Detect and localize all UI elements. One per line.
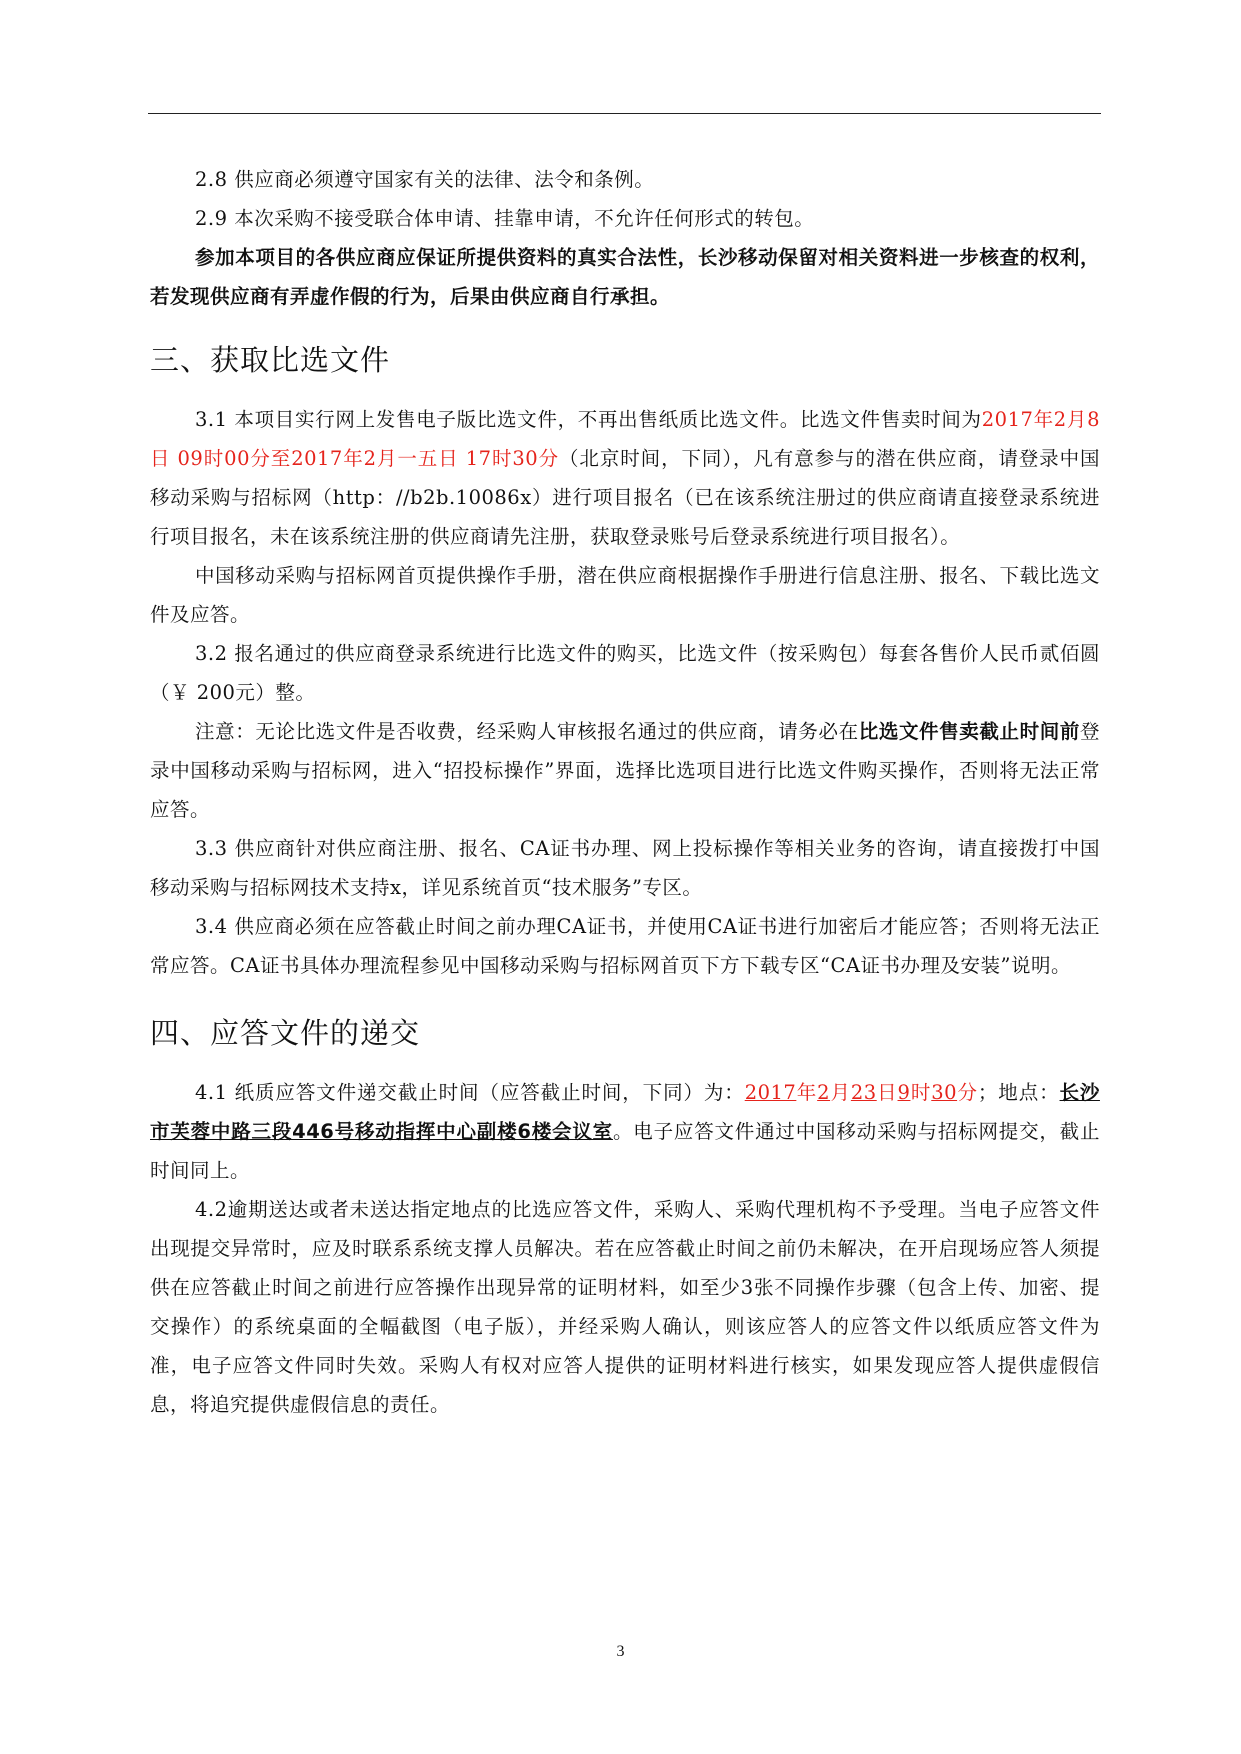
section-4-heading: 四、应答文件的递交 xyxy=(150,1016,421,1050)
sale-deadline-emphasis: 比选文件售卖截止时间前 xyxy=(858,720,1080,743)
clause-4-1-intro: 4.1 纸质应答文件递交截止时间（应答截止时间，下同）为： xyxy=(195,1081,745,1104)
attention-rest: 登录中国移动采购与招标网，进入“招投标操作”界面，选择比选项目进行比选文件购买操作，否则将无法正常应答。 xyxy=(150,720,1100,821)
attention-intro: 注意：无论比选文件是否收费，经采购人审核报名通过的供应商，请务必在 xyxy=(195,720,859,743)
deadline-year: 2017 xyxy=(744,1081,797,1104)
clause-4-1 xyxy=(150,1073,1100,1190)
deadline-hour: 9 xyxy=(897,1081,911,1104)
clause-2-8: 2.8 供应商必须遵守国家有关的法律、法令和条例。 xyxy=(195,168,655,191)
attention-note xyxy=(150,712,1100,829)
clause-3-4: 3.4 供应商必须在应答截止时间之前办理CA证书，并使用CA证书进行加密后才能应答；否则将无法正常应答。CA证书具体办理流程参见中国移动采购与招标网首页下方下载专区“CA证书办理及安装”说明。 xyxy=(150,915,1100,977)
deadline-minute-unit: 分 xyxy=(957,1081,978,1104)
submission-location: 长沙市芙蓉中路三段446号移动指挥中心副楼6楼会议室 xyxy=(150,1081,1100,1143)
section-3-heading: 三、获取比选文件 xyxy=(150,343,391,377)
deadline-day-unit: 日 xyxy=(876,1081,898,1104)
sale-period: 2017年2月8日 09时00分至2017年2月一五日 17时30分 xyxy=(150,408,1100,470)
clause-4-1-rest: 。电子应答文件通过中国移动采购与招标网提交，截止时间同上。 xyxy=(150,1120,1100,1182)
clause-3-3: 3.3 供应商针对供应商注册、报名、CA证书办理、网上投标操作等相关业务的咨询，请直接拨打中国移动采购与招标网技术支持x，详见系统首页“技术服务”专区。 xyxy=(150,837,1100,899)
deadline-minute: 30 xyxy=(931,1081,958,1104)
header-rule xyxy=(148,113,1101,114)
clause-3-2: 3.2 报名通过的供应商登录系统进行比选文件的购买，比选文件（按采购包）每套各售价人民币贰佰圆（￥ 200元）整。 xyxy=(150,642,1100,704)
clause-3-1 xyxy=(150,400,1100,556)
manual-note: 中国移动采购与招标网首页提供操作手册，潜在供应商根据操作手册进行信息注册、报名、下载比选文件及应答。 xyxy=(150,564,1100,626)
clause-4-2: 4.2逾期送达或者未送达指定地点的比选应答文件，采购人、采购代理机构不予受理。当电子应答文件出现提交异常时，应及时联系系统支撑人员解决。若在应答截止时间之前仍未解决，在开启现场应答人须提供在应答截止时间之前进行应答操作出现异常的证明材料，如至少3张不同操作步骤（包含上传、加密、提交操作）的系统桌面的全幅截图（电子版），并经采购人确认，则该应答人的应答文件以纸质应答文件为准，电子应答文件同时失效。采购人有权对应答人提供的证明材料进行核实，如果发现应答人提供虚假信息，将追究提供虚假信息的责任。 xyxy=(150,1198,1100,1416)
clause-3-1-rest: （北京时间，下同），凡有意参与的潜在供应商，请登录中国移动采购与招标网（http：//b2b.10086x）进行项目报名（已在该系统注册过的供应商请直接登录系统进行项目报名，未在该系统注册的供应商请先注册，获取登录账号后登录系统进行项目报名）。 xyxy=(150,447,1100,548)
clause-2-9: 2.9 本次采购不接受联合体申请、挂靠申请，不允许任何形式的转包。 xyxy=(195,207,815,230)
deadline-month: 2 xyxy=(817,1081,831,1104)
deadline-date xyxy=(745,1081,978,1104)
clause-3-1-intro: 3.1 本项目实行网上发售电子版比选文件，不再出售纸质比选文件。比选文件售卖时间为 xyxy=(195,408,982,431)
location-label: ；地点： xyxy=(977,1081,1060,1104)
deadline-month-unit: 月 xyxy=(830,1081,851,1104)
deadline-hour-unit: 时 xyxy=(910,1081,932,1104)
page-number: 3 xyxy=(616,1643,625,1660)
deadline-day: 23 xyxy=(850,1081,877,1104)
authenticity-notice: 参加本项目的各供应商应保证所提供资料的真实合法性，长沙移动保留对相关资料进一步核查的权利，若发现供应商有弄虚作假的行为，后果由供应商自行承担。 xyxy=(150,246,1100,308)
document-body xyxy=(150,160,1100,1424)
deadline-year-unit: 年 xyxy=(796,1081,818,1104)
